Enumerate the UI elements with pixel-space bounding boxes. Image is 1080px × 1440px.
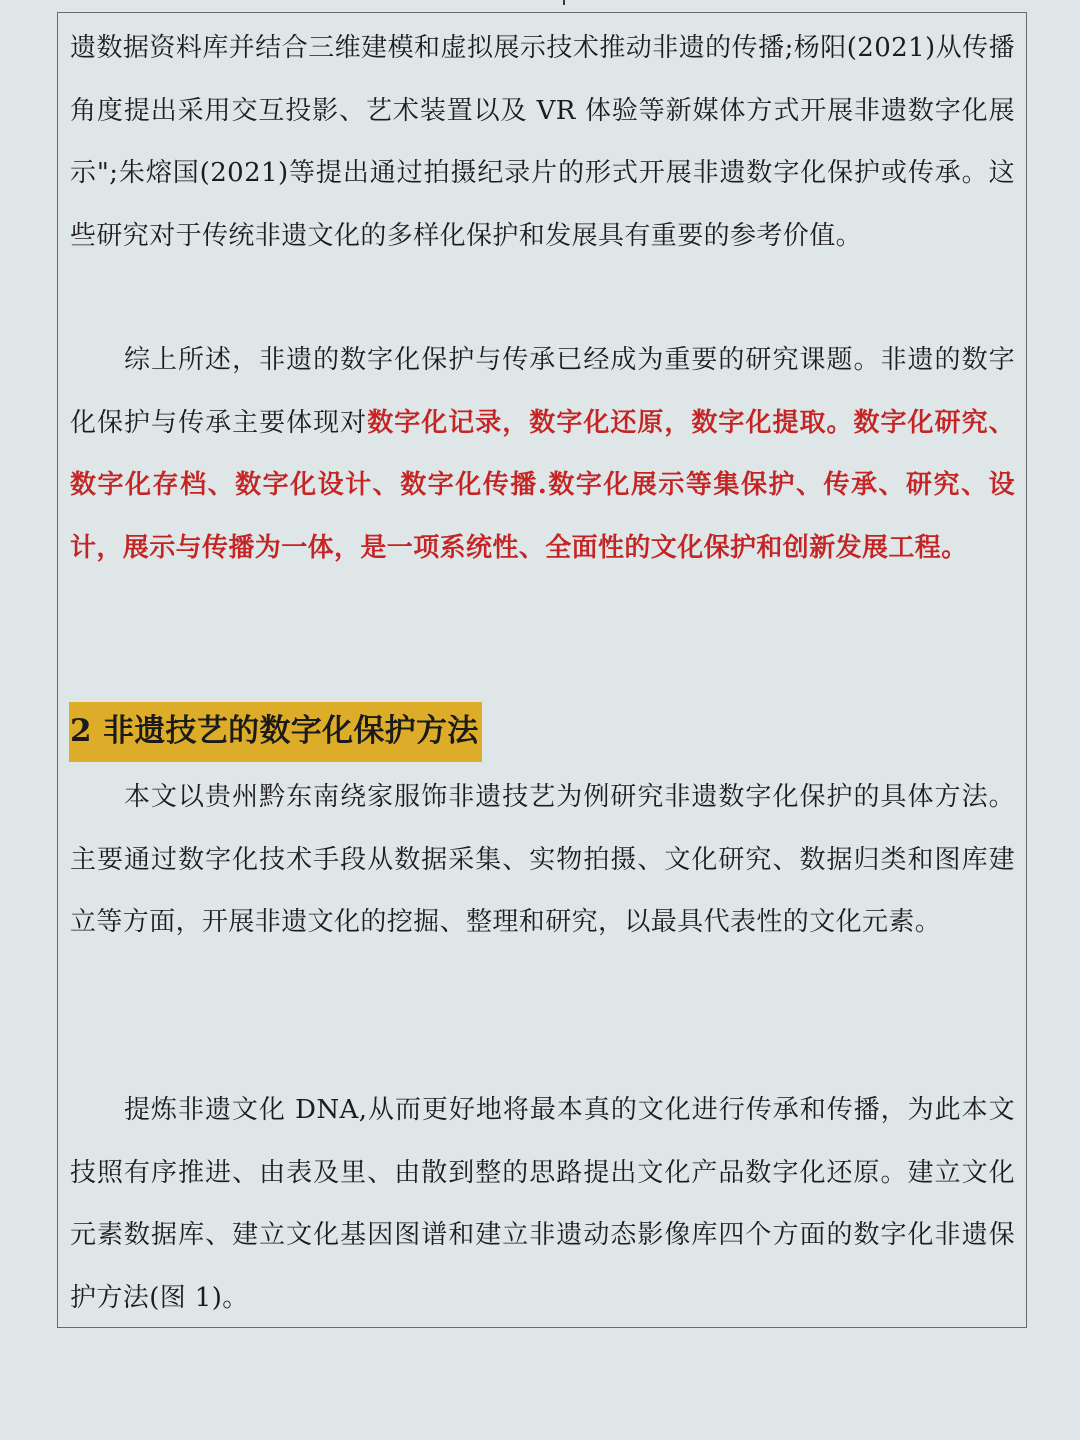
summary-highlight-text: 数字化记录，数字化还原，数字化提取。数字化研究、数字化存档、数字化设计、数字化传播.数字化展示等集保护、传承、研究、设计，展示与传播为一体，是一项系统性、全面性的文化保护和创新发展工程。 [70, 407, 1015, 563]
document-frame [57, 12, 1027, 1328]
summary-lead-text: 综上所述，非遗的数字化保护与传承已经成为重要的研究课题。非遗的数字化保护与传承主要体现对 [70, 345, 1015, 438]
paragraph-literature-review: 遗数据资料库并结合三维建模和虚拟展示技术推动非遗的传播;杨阳(2021)从传播角度提出采用交互投影、艺术装置以及 VR 体验等新媒体方式开展非遗数字化展示";朱熔国(2021)等提出通过拍摄纪录片的形式开展非遗数字化保护或传承。这些研究对于传统非遗文化的多样化保护和发展具有重要的参考价值。 [70, 33, 1015, 251]
section-heading: 2 非遗技艺的数字化保护方法 [69, 702, 482, 762]
paragraph-summary [70, 329, 1015, 579]
paragraph-method-details: 提炼非遗文化 DNA,从而更好地将最本真的文化进行传承和传播，为此本文技照有序推进、由表及里、由散到整的思路提出文化产品数字化还原。建立文化元素数据库、建立文化基因图谱和建立非遗动态影像库四个方面的数字化非遗保护方法(图 1)。 [70, 1095, 1015, 1313]
top-edge-mark [563, 0, 565, 5]
paragraph-method-intro: 本文以贵州黔东南绕家服饰非遗技艺为例研究非遗数字化保护的具体方法。主要通过数字化技术手段从数据采集、实物拍摄、文化研究、数据归类和图库建立等方面，开展非遗文化的挖掘、整理和研究，以最具代表性的文化元素。 [70, 782, 1015, 937]
